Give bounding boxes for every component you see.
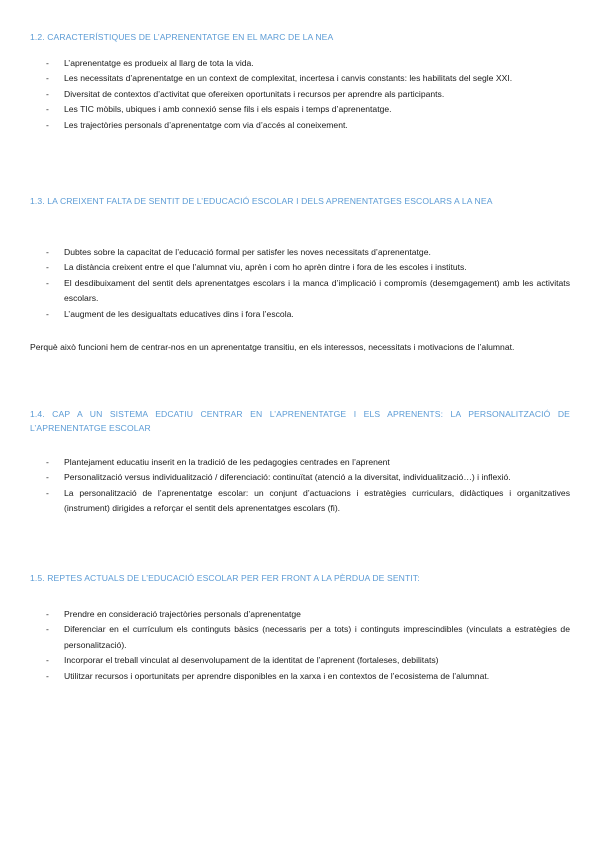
paragraph-1-3: Perquè això funcioni hem de centrar-nos en un aprenentatge transitiu, en els interessos, necessitats i motivacions de l’alumnat. (30, 342, 515, 352)
list-item: - La distància creixent entre el que l’alumnat viu, aprèn i com ho aprèn dintre i fora de les escoles i instituts. (0, 260, 600, 275)
list-item: - Les trajectòries personals d’aprenentatge com via d’accés al coneixement. (0, 118, 600, 133)
section-heading-1-3: 1.3. LA CREIXENT FALTA DE SENTIT DE L’EDUCACIÓ ESCOLAR I DELS APRENENTATGES ESCOLARS A LA NEA (30, 196, 493, 206)
list-item: - L’aprenentatge es produeix al llarg de tota la vida. (0, 56, 600, 71)
list-item: - La personalització de l’aprenentatge escolar: un conjunt d’actuacions i estratègies curriculars, didàctiques i organitzatives (instrument) dirigides a reforçar el sentit dels aprenentatges escolars (fi). (0, 486, 600, 517)
list-item: - Diferenciar en el currículum els continguts bàsics (necessaris per a tots) i continguts imprescindibles (vinculats a estratègies de personalització). (0, 622, 600, 653)
list-item: - Incorporar el treball vinculat al desenvolupament de la identitat de l’aprenent (fortaleses, debilitats) (0, 653, 600, 668)
list-1-5 (0, 607, 600, 684)
list-item: - Prendre en consideració trajectòries personals d’aprenentatge (0, 607, 600, 622)
list-item: - Les TIC mòbils, ubiques i amb connexió sense fils i els espais i temps d’aprenentatge. (0, 102, 600, 117)
list-item: - Dubtes sobre la capacitat de l’educació formal per satisfer les noves necessitats d’aprenentatge. (0, 245, 600, 260)
list-item: - Plantejament educatiu inserit en la tradició de les pedagogies centrades en l’aprenent (0, 455, 600, 470)
section-heading-1-5: 1.5. REPTES ACTUALS DE L’EDUCACIÓ ESCOLAR PER FER FRONT A LA PÈRDUA DE SENTIT: (30, 573, 420, 583)
section-heading-1-2: 1.2. CARACTERÍSTIQUES DE L’APRENENTATGE EN EL MARC DE LA NEA (30, 32, 334, 42)
list-1-3 (0, 245, 600, 322)
list-item: - El desdibuixament del sentit dels aprenentatges escolars i la manca d’implicació i compromís (desemgagement) amb les activitats escolars. (0, 276, 600, 307)
section-heading-1-4: 1.4. CAP A UN SISTEMA EDCATIU CENTRAR EN L’APRENENTATGE I ELS APRENENTS: LA PERSONALITZACIÓ DE L’APRENENTATGE ESCOLAR (30, 409, 570, 433)
list-item: - Diversitat de contextos d’activitat que ofereixen oportunitats i recursos per aprendre als participants. (0, 87, 600, 102)
list-item: - Les necessitats d’aprenentatge en un context de complexitat, incertesa i canvis constants: les habilitats del segle XXI. (0, 71, 600, 86)
list-item: - L’augment de les desigualtats educatives dins i fora l’escola. (0, 307, 600, 322)
list-1-2 (0, 56, 600, 133)
list-item: - Personalització versus individualització / diferenciació: continuïtat (atenció a la diversitat, individualització…) i inflexió. (0, 470, 600, 485)
list-item: - Utilitzar recursos i oportunitats per aprendre disponibles en la xarxa i en contextos de l’ecosistema de l’alumnat. (0, 669, 600, 684)
list-1-4 (0, 455, 600, 517)
